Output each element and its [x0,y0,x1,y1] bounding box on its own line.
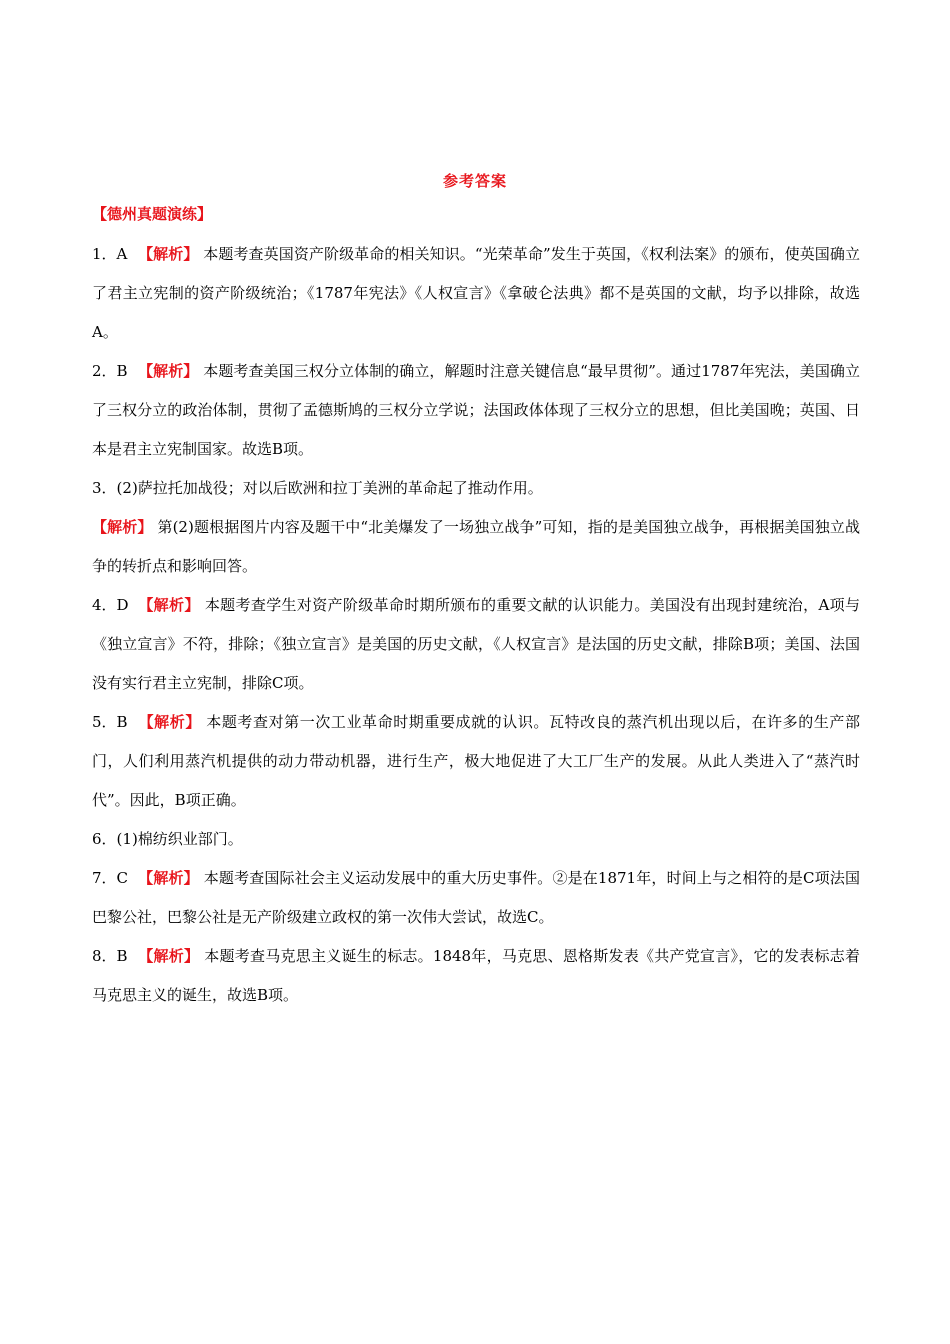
answer-number: 1．A [92,245,128,263]
answer-item-3-analysis [92,508,860,586]
answer-text: 本题考查马克思主义诞生的标志。1848年，马克思、恩格斯发表《共产党宣言》，它的发表标志着马克思主义的诞生，故选B项。 [92,947,860,1004]
analysis-tag: 【解析】 [138,362,199,380]
answer-text: 本题考查学生对资产阶级革命时期所颁布的重要文献的认识能力。美国没有出现封建统治，A项与《独立宣言》不符，排除；《独立宣言》是美国的历史文献，《人权宣言》是法国的历史文献，排除B项；美国、法国没有实行君主立宪制，排除C项。 [92,596,860,692]
answer-number: 5．B [92,713,128,731]
answer-number: 4．D [92,596,129,614]
answer-text: 本题考查美国三权分立体制的确立，解题时注意关键信息“最早贯彻”。通过1787年宪法，美国确立了三权分立的政治体制，贯彻了孟德斯鸠的三权分立学说；法国政体体现了三权分立的思想，但比美国晚；英国、日本是君主立宪制国家。故选B项。 [92,362,860,458]
answer-number: 6． [92,830,117,848]
analysis-tag: 【解析】 [138,869,199,887]
answer-number: 7．C [92,869,129,887]
answer-text: (1)棉纺织业部门。 [116,830,243,848]
answer-item-8 [92,937,860,1015]
answer-text: (2)萨拉托加战役；对以后欧洲和拉丁美洲的革命起了推动作用。 [116,479,543,497]
analysis-tag: 【解析】 [138,713,201,731]
answer-item-2 [92,352,860,469]
answer-number: 3． [92,479,117,497]
answer-item-6 [92,820,860,859]
answer-item-3 [92,469,860,508]
answer-item-7 [92,859,860,937]
analysis-tag: 【解析】 [92,518,153,536]
answer-item-4 [92,586,860,703]
answer-text: 本题考查英国资产阶级革命的相关知识。“光荣革命”发生于英国，《权利法案》的颁布，使英国确立了君主立宪制的资产阶级统治；《1787年宪法》《人权宣言》《拿破仑法典》都不是英国的文献，均予以排除，故选A。 [92,245,860,341]
answer-number: 2．B [92,362,128,380]
answer-text: 本题考查对第一次工业革命时期重要成就的认识。瓦特改良的蒸汽机出现以后，在许多的生产部门，人们利用蒸汽机提供的动力带动机器，进行生产，极大地促进了大工厂生产的发展。从此人类进入了“蒸汽时代”。因此，B项正确。 [92,713,860,809]
page-title: 参考答案 [442,172,507,190]
analysis-tag: 【解析】 [138,245,199,263]
answer-number: 8．B [92,947,128,965]
answer-list [92,235,860,1015]
answer-text: 本题考查国际社会主义运动发展中的重大历史事件。②是在1871年，时间上与之相符的是C项法国巴黎公社，巴黎公社是无产阶级建立政权的第一次伟大尝试，故选C。 [92,869,860,926]
answer-item-1 [92,235,860,352]
answer-item-5 [92,703,860,820]
analysis-tag: 【解析】 [138,947,200,965]
answer-text: 第(2)题根据图片内容及题干中“北美爆发了一场独立战争”可知，指的是美国独立战争，再根据美国独立战争的转折点和影响回答。 [92,518,860,575]
section-heading: 【德州真题演练】 [92,205,213,223]
analysis-tag: 【解析】 [138,596,200,614]
